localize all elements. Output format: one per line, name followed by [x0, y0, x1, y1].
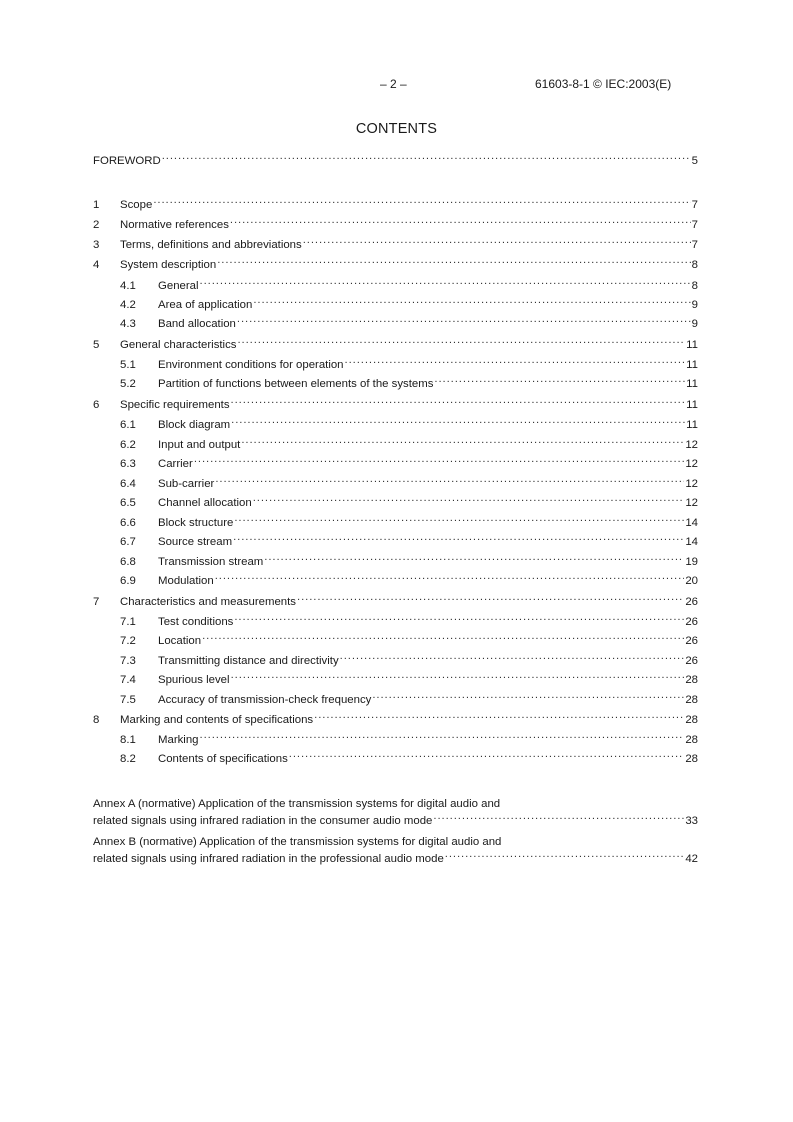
dot-leader: [340, 652, 685, 664]
toc-entry-page: 19: [685, 556, 698, 568]
toc-entry-number: 2: [93, 219, 100, 231]
toc-entry[interactable]: [93, 613, 698, 629]
toc-annex-entry[interactable]: [93, 836, 698, 866]
toc-entry-text: Marking and contents of specifications: [120, 714, 314, 726]
dot-leader: [233, 533, 684, 545]
dot-leader: [234, 514, 684, 526]
dot-leader: [253, 296, 690, 308]
toc-entry-text: Transmission stream: [158, 556, 264, 568]
toc-entry-number: 7.5: [120, 694, 136, 706]
toc-entry-text: Partition of functions between elements of the systems: [158, 378, 434, 390]
dot-leader: [202, 632, 684, 644]
toc-entry-text: Specific requirements: [120, 399, 230, 411]
toc-entry-page: 20: [685, 575, 698, 587]
toc-entry-page: 9: [691, 299, 698, 311]
toc-entry[interactable]: [93, 216, 698, 232]
toc-entry-text: System description: [120, 259, 217, 271]
annex-title-continuation: related signals using infrared radiation in the consumer audio mode: [93, 814, 433, 827]
toc-entry-page: 26: [685, 596, 698, 608]
toc-entry-number: 5: [93, 339, 100, 351]
toc-entry-page: 11: [686, 399, 698, 411]
toc-entry-number: 3: [93, 239, 100, 251]
toc-entry-page: 12: [685, 478, 698, 490]
toc-entry-text: Characteristics and measurements: [120, 596, 296, 608]
toc-entry[interactable]: [93, 296, 698, 312]
toc-entry-number: 6.2: [120, 439, 136, 451]
dot-leader: [153, 196, 690, 208]
toc-entry-page: 8: [691, 259, 698, 271]
dot-leader: [237, 315, 691, 327]
dot-leader: [264, 553, 684, 565]
dot-leader: [217, 256, 690, 268]
toc-entry-page: 42: [685, 852, 698, 865]
annex-title-line: Annex A (normative) Application of the transmission systems for digital audio and: [93, 798, 501, 810]
dot-leader: [314, 711, 684, 723]
toc-entry-number: 6.3: [120, 458, 136, 470]
toc-entry-number: 7: [93, 596, 100, 608]
toc-entry-foreword[interactable]: [93, 152, 698, 168]
toc-entry-number: 8.1: [120, 734, 136, 746]
toc-entry[interactable]: [93, 593, 698, 609]
toc-entry[interactable]: [93, 731, 698, 747]
toc-entry[interactable]: [93, 553, 698, 569]
dot-leader: [194, 455, 685, 467]
toc-entry-page: 28: [685, 674, 698, 686]
toc-entry-text: Band allocation: [158, 318, 236, 330]
toc-entry[interactable]: [93, 416, 698, 432]
toc-entry[interactable]: [93, 691, 698, 707]
toc-entry-number: 1: [93, 199, 100, 211]
toc-annex-entry[interactable]: [93, 798, 698, 828]
toc-entry-page: 7: [691, 219, 698, 231]
toc-entry-page: 11: [686, 378, 698, 390]
toc-entry-text: Marking: [158, 734, 199, 746]
dot-leader: [230, 216, 691, 228]
toc-entry[interactable]: [93, 336, 698, 352]
toc-entry-number: 6.1: [120, 419, 136, 431]
toc-entry[interactable]: [93, 196, 698, 212]
toc-entry-page: 11: [686, 359, 698, 371]
toc-entry-text: Spurious level: [158, 674, 230, 686]
dot-leader: [372, 691, 684, 703]
toc-entry-text: Sub-carrier: [158, 478, 215, 490]
toc-entry[interactable]: [93, 375, 698, 391]
toc-entry[interactable]: [93, 494, 698, 510]
toc-entry-text: Input and output: [158, 439, 241, 451]
toc-entry-page: 14: [685, 536, 698, 548]
toc-entry-text: Contents of specifications: [158, 753, 288, 765]
toc-entry-text: Transmitting distance and directivity: [158, 655, 339, 667]
dot-leader: [303, 236, 691, 248]
toc-entry-page: 28: [685, 753, 698, 765]
toc-entry-page: 26: [685, 655, 698, 667]
toc-entry-page: 7: [691, 199, 698, 211]
toc-entry-page: 28: [685, 714, 698, 726]
dot-leader: [241, 436, 684, 448]
toc-entry-number: 6.9: [120, 575, 136, 587]
toc-entry-page: 26: [685, 616, 698, 628]
toc-entry-number: 4: [93, 259, 100, 271]
annex-title-line: Annex B (normative) Application of the transmission systems for digital audio and: [93, 836, 502, 848]
toc-entry-page: 12: [685, 497, 698, 509]
dot-leader: [297, 593, 684, 605]
toc-entry-number: 8.2: [120, 753, 136, 765]
toc-entry-page: 14: [685, 517, 698, 529]
toc-entry[interactable]: [93, 572, 698, 588]
dot-leader: [433, 812, 684, 824]
toc-entry-page: 5: [691, 155, 698, 167]
toc-entry-page: 11: [686, 419, 698, 431]
toc-entry-number: 5.2: [120, 378, 136, 390]
toc-entry-number: 6.7: [120, 536, 136, 548]
annex-title-continuation: related signals using infrared radiation in the professional audio mode: [93, 852, 444, 865]
dot-leader: [237, 336, 685, 348]
toc-entry[interactable]: [93, 455, 698, 471]
toc-entry-text: Environment conditions for operation: [158, 359, 344, 371]
dot-leader: [215, 475, 684, 487]
dot-leader: [289, 750, 685, 762]
toc-entry-number: 7.4: [120, 674, 136, 686]
toc-entry-text: Accuracy of transmission-check frequency: [158, 694, 372, 706]
toc-entry-text: Area of application: [158, 299, 253, 311]
toc-entry[interactable]: [93, 277, 698, 293]
toc-entry-page: 9: [691, 318, 698, 330]
toc-entry-text: Carrier: [158, 458, 193, 470]
toc-entry-number: 7.1: [120, 616, 136, 628]
toc-entry[interactable]: [93, 236, 698, 252]
toc-entry-number: 6.4: [120, 478, 136, 490]
toc-entry-text: Test conditions: [158, 616, 234, 628]
toc-entry[interactable]: [93, 514, 698, 530]
toc-entry-number: 6: [93, 399, 100, 411]
toc-entry[interactable]: [93, 256, 698, 272]
toc-entry-page: 7: [691, 239, 698, 251]
dot-leader: [215, 572, 685, 584]
toc-entry-page: 12: [685, 458, 698, 470]
dot-leader: [445, 850, 685, 862]
toc-entry-page: 8: [691, 280, 698, 292]
dot-leader: [234, 613, 684, 625]
toc-entry[interactable]: [93, 671, 698, 687]
toc-entry-number: 4.1: [120, 280, 136, 292]
toc-entry-text: Source stream: [158, 536, 233, 548]
document-reference: 61603-8-1 © IEC:2003(E): [535, 77, 672, 91]
dot-leader: [162, 152, 691, 164]
toc-entry-number: 7.3: [120, 655, 136, 667]
toc-entry-page: 28: [685, 694, 698, 706]
toc-entry-text: Terms, definitions and abbreviations: [120, 239, 302, 251]
dot-leader: [200, 277, 691, 289]
toc-entry-number: 6.6: [120, 517, 136, 529]
toc-entry-page: 12: [685, 439, 698, 451]
page-number: – 2 –: [380, 77, 407, 91]
toc-entry-text: Scope: [120, 199, 153, 211]
toc-entry-text: Modulation: [158, 575, 214, 587]
dot-leader: [231, 671, 685, 683]
toc-entry-text: General: [158, 280, 199, 292]
toc-entry[interactable]: [93, 475, 698, 491]
toc-entry-number: 6.5: [120, 497, 136, 509]
toc-entry[interactable]: [93, 396, 698, 412]
toc-entry-number: 8: [93, 714, 100, 726]
toc-entry-number: 4.2: [120, 299, 136, 311]
dot-leader: [345, 356, 686, 368]
dot-leader: [434, 375, 685, 387]
dot-leader: [231, 416, 685, 428]
page-title: CONTENTS: [355, 121, 438, 137]
toc-entry[interactable]: [93, 632, 698, 648]
toc-entry-text: Channel allocation: [158, 497, 252, 509]
toc-entry-page: 33: [685, 814, 698, 827]
toc-entry[interactable]: [93, 436, 698, 452]
toc-entry-text: Block structure: [158, 517, 234, 529]
toc-entry[interactable]: [93, 315, 698, 331]
toc-entry[interactable]: [93, 711, 698, 727]
toc-entry[interactable]: [93, 533, 698, 549]
toc-entry-number: 4.3: [120, 318, 136, 330]
toc-entry[interactable]: [93, 652, 698, 668]
dot-leader: [200, 731, 685, 743]
toc-entry-number: 5.1: [120, 359, 136, 371]
dot-leader: [231, 396, 686, 408]
toc-entry-page: 11: [686, 339, 698, 351]
toc-entry-text: General characteristics: [120, 339, 237, 351]
toc-entry-text: Block diagram: [158, 419, 231, 431]
toc-entry-number: 6.8: [120, 556, 136, 568]
toc-entry-page: 28: [685, 734, 698, 746]
toc-entry[interactable]: [93, 356, 698, 372]
dot-leader: [253, 494, 685, 506]
toc-entry-number: 7.2: [120, 635, 136, 647]
toc-entry-page: 26: [685, 635, 698, 647]
toc-entry-text: FOREWORD: [93, 155, 161, 167]
toc-entry-text: Normative references: [120, 219, 229, 231]
toc-entry-text: Location: [158, 635, 202, 647]
toc-entry[interactable]: [93, 750, 698, 766]
